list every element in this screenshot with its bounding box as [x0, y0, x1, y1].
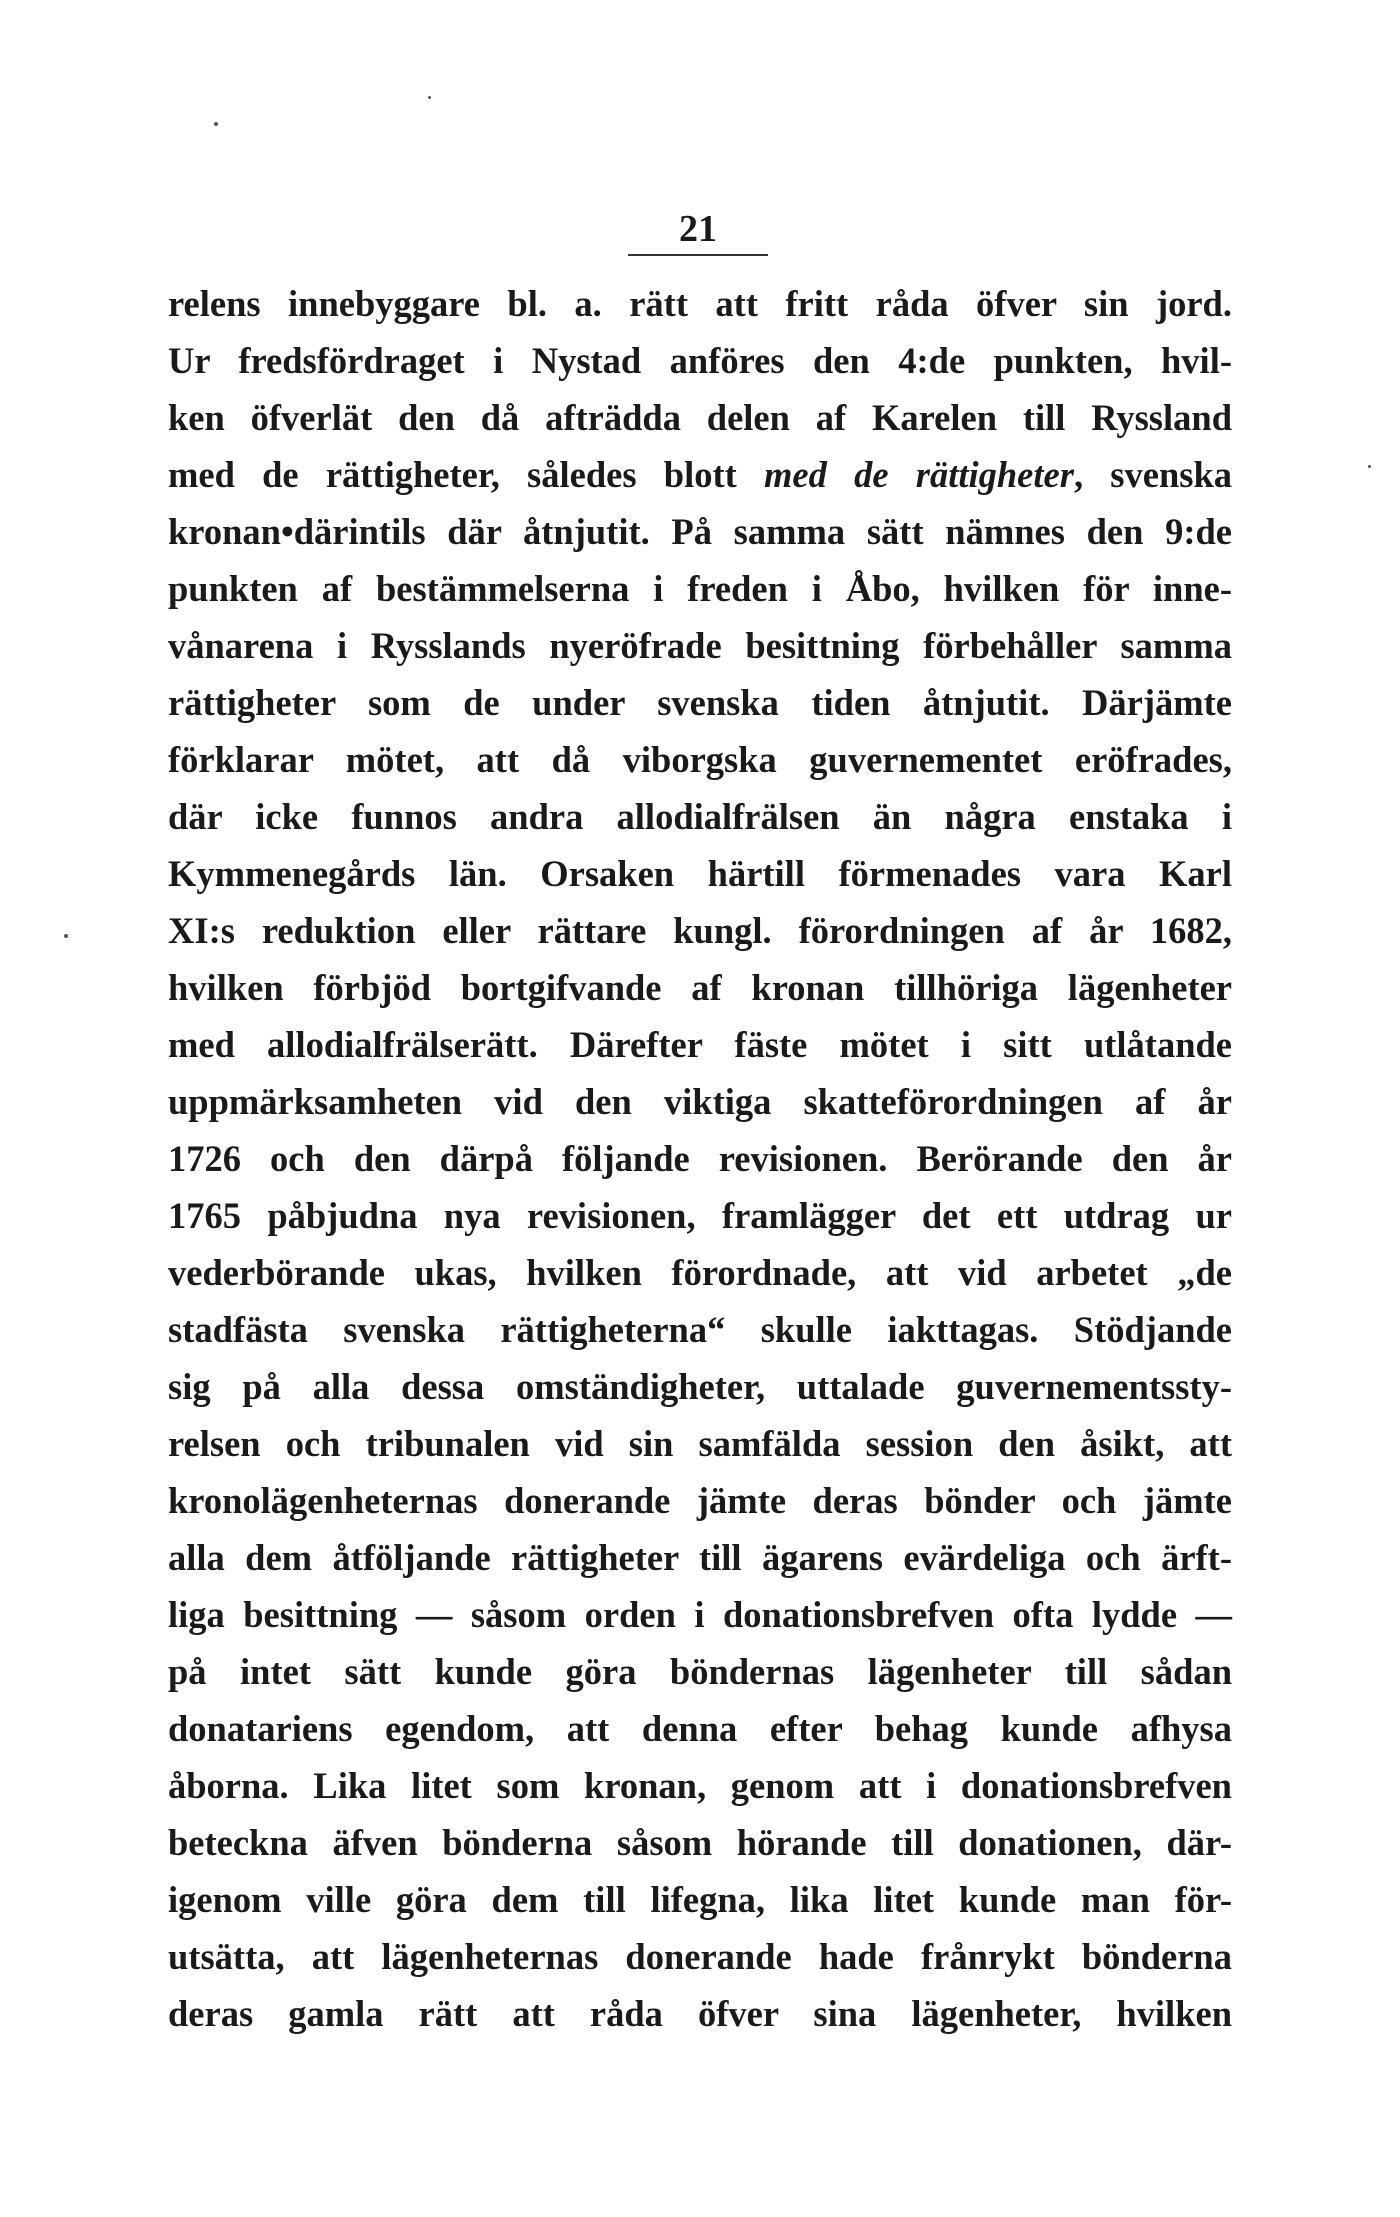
- text-line: punkten af bestämmelserna i freden i Åbo, hvilken för inne-: [168, 568, 1232, 609]
- text-line: åborna. Lika litet som kronan, genom att i donationsbrefven: [168, 1765, 1232, 1806]
- text-run: med de rättigheter, således blott: [168, 454, 765, 495]
- speck-mark: [1368, 465, 1371, 468]
- speck-mark: [428, 96, 431, 99]
- text-line: stadfästa svenska rättigheterna“ skulle iakttagas. Stödjande: [168, 1309, 1232, 1350]
- text-line: förklarar mötet, att då viborgska guvernementet eröfrades,: [168, 739, 1232, 780]
- text-line: Ur fredsfördraget i Nystad anföres den 4:de punkten, hvil-: [168, 340, 1232, 381]
- text-line: kronan•därintils där åtnjutit. På samma sätt nämnes den 9:de: [168, 511, 1232, 552]
- text-run: , svenska: [1073, 454, 1232, 495]
- text-line: där icke funnos andra allodialfrälsen än några enstaka i: [168, 796, 1232, 837]
- text-line: kronolägenheternas donerande jämte deras bönder och jämte: [168, 1480, 1232, 1521]
- text-line: relsen och tribunalen vid sin samfälda session den åsikt, att: [168, 1423, 1232, 1464]
- text-line: beteckna äfven bönderna såsom hörande till donationen, där-: [168, 1822, 1232, 1863]
- text-line: på intet sätt kunde göra böndernas lägenheter till sådan: [168, 1651, 1232, 1692]
- text-line: relens innebyggare bl. a. rätt att fritt råda öfver sin jord.: [168, 283, 1232, 324]
- text-line: sig på alla dessa omständigheter, uttalade guvernementssty-: [168, 1366, 1232, 1407]
- text-line: 1765 påbjudna nya revisionen, framlägger det ett utdrag ur: [168, 1195, 1232, 1236]
- speck-mark: [214, 122, 218, 126]
- text-line: 1726 och den därpå följande revisionen. Berörande den år: [168, 1138, 1232, 1179]
- text-line: ken öfverlät den då afträdda delen af Karelen till Ryssland: [168, 397, 1232, 438]
- text-line: alla dem åtföljande rättigheter till ägarens evärdeliga och ärft-: [168, 1537, 1232, 1578]
- text-line: deras gamla rätt att råda öfver sina lägenheter, hvilken: [168, 1993, 1232, 2034]
- text-line: vederbörande ukas, hvilken förordnade, att vid arbetet „de: [168, 1252, 1232, 1293]
- text-line: vånarena i Rysslands nyeröfrade besittning förbehåller samma: [168, 625, 1232, 666]
- text-line: med allodialfrälserätt. Därefter fäste mötet i sitt utlåtande: [168, 1024, 1232, 1065]
- speck-mark: [64, 934, 68, 938]
- text-line: [168, 447, 1232, 503]
- text-line: utsätta, att lägenheternas donerande hade frånrykt bönderna: [168, 1936, 1232, 1977]
- text-line: igenom ville göra dem till lifegna, lika litet kunde man för-: [168, 1879, 1232, 1920]
- text-line: rättigheter som de under svenska tiden åtnjutit. Därjämte: [168, 682, 1232, 723]
- text-line: liga besittning — såsom orden i donationsbrefven ofta lydde —: [168, 1594, 1232, 1635]
- page-number: 21: [679, 208, 717, 250]
- text-line: XI:s reduktion eller rättare kungl. förordningen af år 1682,: [168, 910, 1232, 951]
- page-number-rule: [628, 254, 768, 256]
- text-line: uppmärksamheten vid den viktiga skatteförordningen af år: [168, 1081, 1232, 1122]
- text-line: donatariens egendom, att denna efter behag kunde afhysa: [168, 1708, 1232, 1749]
- text-line: Kymmenegårds län. Orsaken härtill förmenades vara Karl: [168, 853, 1232, 894]
- text-line: hvilken förbjöd bortgifvande af kronan tillhöriga lägenheter: [168, 967, 1232, 1008]
- emphasized-text: med de rättigheter: [764, 454, 1074, 495]
